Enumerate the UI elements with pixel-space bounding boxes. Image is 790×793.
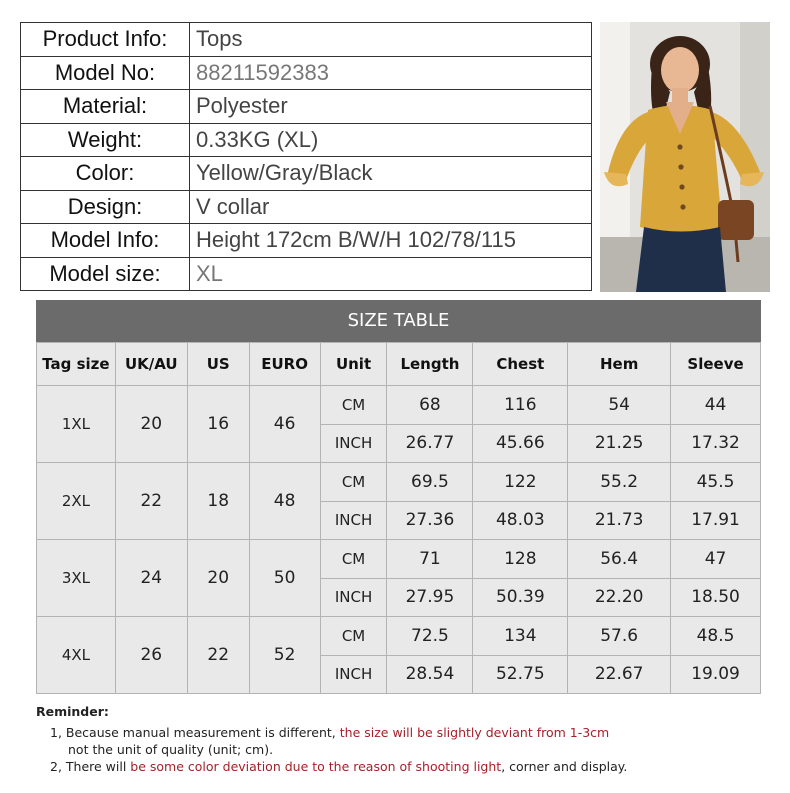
chest-cell: 122 xyxy=(473,463,568,502)
us-cell: 20 xyxy=(187,540,249,617)
size-table-header-row xyxy=(37,343,761,386)
info-row-weight xyxy=(21,123,592,157)
info-value: 0.33KG (XL) xyxy=(190,123,592,157)
info-label: Model size: xyxy=(21,257,190,291)
column-header: Sleeve xyxy=(671,343,761,386)
length-cell: 72.5 xyxy=(387,617,473,656)
column-header: Hem xyxy=(568,343,671,386)
sleeve-cell: 18.50 xyxy=(671,578,761,617)
info-label: Weight: xyxy=(21,123,190,157)
hem-cell: 22.67 xyxy=(568,655,671,694)
length-cell: 71 xyxy=(387,540,473,579)
info-value: Yellow/Gray/Black xyxy=(190,157,592,191)
chest-cell: 116 xyxy=(473,386,568,425)
info-label: Design: xyxy=(21,190,190,224)
info-row-color xyxy=(21,157,592,191)
table-row xyxy=(37,540,761,579)
info-value: Polyester xyxy=(190,90,592,124)
uk-au-cell: 20 xyxy=(115,386,187,463)
info-row-model-info xyxy=(21,224,592,258)
sleeve-cell: 45.5 xyxy=(671,463,761,502)
info-label: Material: xyxy=(21,90,190,124)
unit-cell: INCH xyxy=(320,578,387,617)
sleeve-cell: 48.5 xyxy=(671,617,761,656)
info-label: Model Info: xyxy=(21,224,190,258)
hem-cell: 21.25 xyxy=(568,424,671,463)
sleeve-cell: 17.91 xyxy=(671,501,761,540)
tag-size-cell: 1XL xyxy=(37,386,116,463)
chest-cell: 50.39 xyxy=(473,578,568,617)
info-label: Model No: xyxy=(21,56,190,90)
column-header: EURO xyxy=(249,343,320,386)
column-header: US xyxy=(187,343,249,386)
info-row-product xyxy=(21,23,592,57)
length-cell: 69.5 xyxy=(387,463,473,502)
info-row-design xyxy=(21,190,592,224)
info-value: 88211592383 xyxy=(190,56,592,90)
model-wearing-top-image xyxy=(600,22,770,292)
reminder-text: 1, Because manual measurement is different, xyxy=(50,725,340,740)
euro-cell: 46 xyxy=(249,386,320,463)
hem-cell: 57.6 xyxy=(568,617,671,656)
size-table xyxy=(36,342,761,694)
reminder-highlight: be some color deviation due to the reason of shooting light xyxy=(130,759,502,774)
sleeve-cell: 44 xyxy=(671,386,761,425)
sleeve-cell: 19.09 xyxy=(671,655,761,694)
tag-size-cell: 3XL xyxy=(37,540,116,617)
hem-cell: 21.73 xyxy=(568,501,671,540)
length-cell: 27.36 xyxy=(387,501,473,540)
info-label: Color: xyxy=(21,157,190,191)
unit-cell: CM xyxy=(320,540,387,579)
length-cell: 68 xyxy=(387,386,473,425)
size-table-title: SIZE TABLE xyxy=(36,300,761,342)
sleeve-cell: 47 xyxy=(671,540,761,579)
hem-cell: 54 xyxy=(568,386,671,425)
hem-cell: 55.2 xyxy=(568,463,671,502)
unit-cell: INCH xyxy=(320,501,387,540)
unit-cell: INCH xyxy=(320,655,387,694)
info-row-model-size xyxy=(21,257,592,291)
uk-au-cell: 22 xyxy=(115,463,187,540)
product-photo xyxy=(600,22,770,292)
info-row-material xyxy=(21,90,592,124)
column-header: Tag size xyxy=(37,343,116,386)
euro-cell: 50 xyxy=(249,540,320,617)
chest-cell: 48.03 xyxy=(473,501,568,540)
reminder-line-1-cont xyxy=(68,741,627,758)
reminder-title: Reminder: xyxy=(36,704,109,719)
length-cell: 26.77 xyxy=(387,424,473,463)
column-header: Unit xyxy=(320,343,387,386)
info-value: Tops xyxy=(190,23,592,57)
hem-cell: 56.4 xyxy=(568,540,671,579)
info-value: Height 172cm B/W/H 102/78/115 xyxy=(190,224,592,258)
us-cell: 22 xyxy=(187,617,249,694)
length-cell: 28.54 xyxy=(387,655,473,694)
reminder-text: not the unit of quality (unit; cm). xyxy=(68,742,274,757)
euro-cell: 52 xyxy=(249,617,320,694)
info-value: XL xyxy=(190,257,592,291)
reminder-text: 2, There will xyxy=(50,759,131,774)
column-header: UK/AU xyxy=(115,343,187,386)
info-row-model-no xyxy=(21,56,592,90)
chest-cell: 52.75 xyxy=(473,655,568,694)
info-value: V collar xyxy=(190,190,592,224)
reminder-line-1 xyxy=(50,724,627,741)
chest-cell: 45.66 xyxy=(473,424,568,463)
unit-cell: CM xyxy=(320,463,387,502)
us-cell: 16 xyxy=(187,386,249,463)
table-row xyxy=(37,617,761,656)
tag-size-cell: 2XL xyxy=(37,463,116,540)
length-cell: 27.95 xyxy=(387,578,473,617)
hem-cell: 22.20 xyxy=(568,578,671,617)
us-cell: 18 xyxy=(187,463,249,540)
unit-cell: INCH xyxy=(320,424,387,463)
reminder-text: , corner and display. xyxy=(501,759,628,774)
euro-cell: 48 xyxy=(249,463,320,540)
info-label: Product Info: xyxy=(21,23,190,57)
table-row xyxy=(37,463,761,502)
reminder-section xyxy=(36,704,627,775)
uk-au-cell: 26 xyxy=(115,617,187,694)
table-row xyxy=(37,386,761,425)
unit-cell: CM xyxy=(320,617,387,656)
column-header: Length xyxy=(387,343,473,386)
tag-size-cell: 4XL xyxy=(37,617,116,694)
reminder-highlight: the size will be slightly deviant from 1-3cm xyxy=(339,725,610,740)
reminder-line-2 xyxy=(50,758,627,775)
unit-cell: CM xyxy=(320,386,387,425)
column-header: Chest xyxy=(473,343,568,386)
product-info-table xyxy=(20,22,592,291)
uk-au-cell: 24 xyxy=(115,540,187,617)
sleeve-cell: 17.32 xyxy=(671,424,761,463)
chest-cell: 134 xyxy=(473,617,568,656)
chest-cell: 128 xyxy=(473,540,568,579)
